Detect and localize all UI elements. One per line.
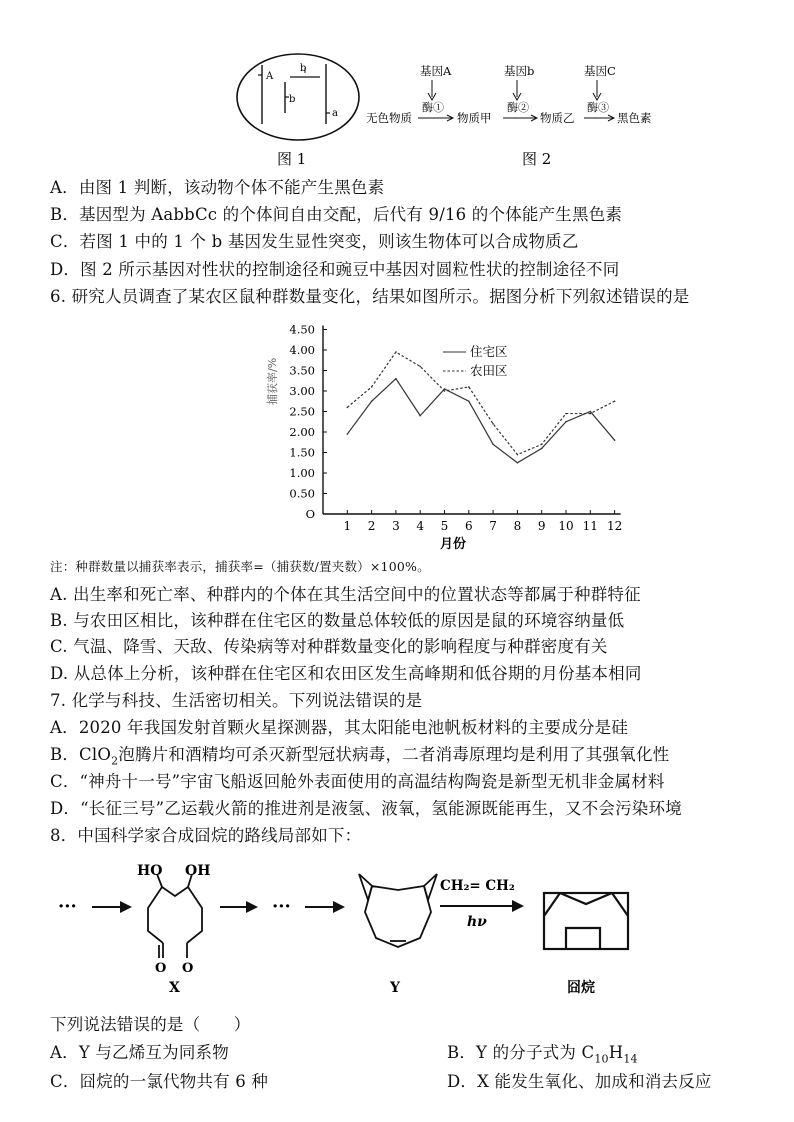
series-point-1 (444, 388, 446, 390)
gene-c-label: 基因C (584, 64, 616, 78)
q8-option-b: B．Y 的分子式为 $C_{10}H_{14}$ (447, 1043, 638, 1066)
series-point-2 (419, 366, 421, 368)
fig1-label-A: A (266, 71, 274, 82)
molecule-y (359, 874, 437, 947)
q8-stem: 8．中国科学家合成囧烷的路线局部如下： (50, 826, 362, 845)
fig1-caption: 图 1 (277, 150, 307, 168)
q6-note: 注：种群数量以捕获率表示，捕获率=（捕获数/置夹数）×100%。 (50, 559, 430, 574)
series-point-1 (517, 462, 519, 464)
x-ho-label: HO (137, 863, 163, 879)
y-tick-label: 3.50 (289, 363, 315, 378)
x-tick-label: 2 (367, 519, 376, 533)
label-x: X (169, 980, 180, 996)
q6-option-d: D. 从总体上分析，该种群在住宅区和农田区发生高峰期和低谷期的月份基本相同 (50, 664, 642, 683)
series-point-2 (614, 400, 616, 402)
y-axis-title: 捕获率/% (266, 357, 279, 405)
series-point-2 (468, 386, 470, 388)
label-product: 囧烷 (567, 980, 595, 996)
y-tick-label: 2.50 (289, 404, 315, 419)
series-point-1 (541, 448, 543, 450)
series-point-1 (419, 415, 421, 417)
x-tick-label: 1 (343, 519, 352, 533)
x-oh-label: OH (185, 863, 211, 879)
y-tick-label: O (305, 507, 315, 521)
route-dots-2: ··· (272, 896, 291, 917)
y-tick-label: 3.00 (289, 384, 315, 398)
series-point-2 (492, 423, 494, 425)
x-axis-title: 月份 (440, 537, 467, 552)
q6-option-c: C. 气温、降雪、天敌、传染病等对种群数量变化的影响程度与种群密度有关 (50, 637, 608, 656)
genetics-figures (0, 0, 794, 175)
series-point-1 (395, 378, 397, 380)
fig1-label-b-mid: b (289, 94, 296, 105)
q7-option-c: C．“神舟十一号”宇宙飞船返回舱外表面使用的高温结构陶瓷是新型无机非金属材料 (50, 772, 665, 791)
series-point-1 (614, 439, 616, 441)
reaction-condition: hν (467, 914, 487, 930)
q7-stem: 7. 化学与科技、生活密切相关。下列说法错误的是 (50, 691, 423, 710)
x-tick-label: 11 (582, 519, 598, 533)
x-tick-label: 7 (489, 519, 497, 533)
y-tick-label: 4.00 (289, 343, 315, 357)
gene-a-label: 基因A (420, 64, 452, 78)
molecule-x (148, 874, 202, 958)
melanin: 黑色素 (617, 111, 652, 125)
x-tick-label: 9 (537, 519, 546, 533)
x-tick-label: 3 (392, 519, 400, 533)
x-tick-label: 12 (606, 519, 623, 533)
q6-stem: 6. 研究人员调查了某农区鼠种群数量变化，结果如图所示。据图分析下列叙述错误的是 (50, 287, 690, 306)
series-point-1 (371, 400, 373, 402)
q7-option-a: A．2020 年我国发射首颗火星探测器，其太阳能电池帆板材料的主要成分是硅 (50, 718, 629, 737)
q5-option-b: B．基因型为 AabbCc 的个体间自由交配，后代有 9/16 的个体能产生黑色素 (50, 205, 623, 224)
series-point-2 (590, 413, 592, 415)
product-jiong (544, 893, 628, 949)
enzyme-1-label: 酶① (422, 101, 444, 114)
q5-option-d: D．图 2 所示基因对性状的控制途径和豌豆中基因对圆粒性状的控制途径不同 (50, 260, 620, 279)
series-point-2 (517, 454, 519, 456)
x-tick-label: 4 (416, 519, 425, 533)
enzyme-2-label: 酶② (507, 101, 529, 114)
substance-jia: 物质甲 (457, 111, 492, 125)
series-point-2 (541, 444, 543, 446)
capture-rate-line-chart (255, 313, 625, 555)
series-point-2 (565, 413, 567, 415)
y-tick-label: 2.00 (289, 425, 315, 439)
q8-option-d: D．X 能发生氧化、加成和消去反应 (447, 1072, 712, 1091)
q8-synthesis-route (0, 850, 794, 1005)
y-tick-label: 4.50 (289, 322, 315, 337)
x-tick-label: 6 (464, 519, 473, 533)
q8-question: 下列说法错误的是（ ） (50, 1015, 251, 1034)
figure-1-cell (237, 54, 359, 140)
route-dots-1: ··· (58, 896, 77, 917)
legend-label-farmland: 农田区 (470, 363, 508, 378)
q5-option-a: A．由图 1 判断，该动物个体不能产生黑色素 (50, 178, 385, 197)
gene-b-label: 基因b (504, 64, 535, 78)
x-tick-label: 8 (513, 519, 522, 533)
q8-option-a: A．Y 与乙烯互为同系物 (50, 1043, 229, 1062)
series-point-2 (395, 351, 397, 353)
series-point-1 (347, 433, 349, 435)
enzyme-3-label: 酶③ (587, 101, 609, 114)
x-tick-label: 10 (558, 519, 574, 533)
series-point-1 (468, 400, 470, 402)
x-o-right: O (182, 961, 194, 976)
reagent-ethylene: CH₂= CH₂ (440, 878, 515, 894)
fig1-label-a: a (332, 108, 338, 119)
label-y: Y (390, 980, 400, 996)
series-point-1 (590, 411, 592, 413)
y-tick-label: 1.00 (289, 466, 315, 480)
legend-label-residential: 住宅区 (470, 344, 508, 359)
x-tick-label: 5 (440, 519, 449, 533)
fig1-label-b-top: b (300, 63, 307, 74)
y-tick-label: 1.50 (289, 445, 315, 460)
q7-option-d: D．“长征三号”乙运载火箭的推进剂是液氢、液氧，氢能源既能再生，又不会污染环境 (50, 799, 682, 818)
series-point-2 (347, 407, 349, 409)
series-point-1 (565, 421, 567, 423)
series-point-1 (492, 444, 494, 446)
q6-option-b: B. 与农田区相比，该种群在住宅区的数量总体较低的原因是鼠的环境容纳量低 (50, 611, 625, 630)
y-tick-label: 0.50 (289, 486, 315, 501)
x-o-left: O (155, 961, 167, 976)
q5-option-c: C．若图 1 中的 1 个 b 基因发生显性突变，则该生物体可以合成物质乙 (50, 232, 579, 251)
q7-option-b: B．ClO$_2$泡腾片和酒精均可杀灭新型冠状病毒，二者消毒原理均是利用了其强氧化性 (50, 745, 670, 768)
series-point-2 (371, 386, 373, 388)
q8-option-c: C．囧烷的一氯代物共有 6 种 (50, 1072, 269, 1091)
colorless-substance: 无色物质 (366, 111, 412, 125)
series-line-1 (347, 379, 614, 463)
fig2-caption: 图 2 (522, 150, 552, 168)
substance-yi: 物质乙 (540, 111, 575, 125)
q6-option-a: A. 出生率和死亡率、种群内的个体在其生活空间中的位置状态等都属于种群特征 (50, 585, 641, 604)
series-point-2 (444, 390, 446, 392)
figure-2-pathway (366, 64, 652, 125)
